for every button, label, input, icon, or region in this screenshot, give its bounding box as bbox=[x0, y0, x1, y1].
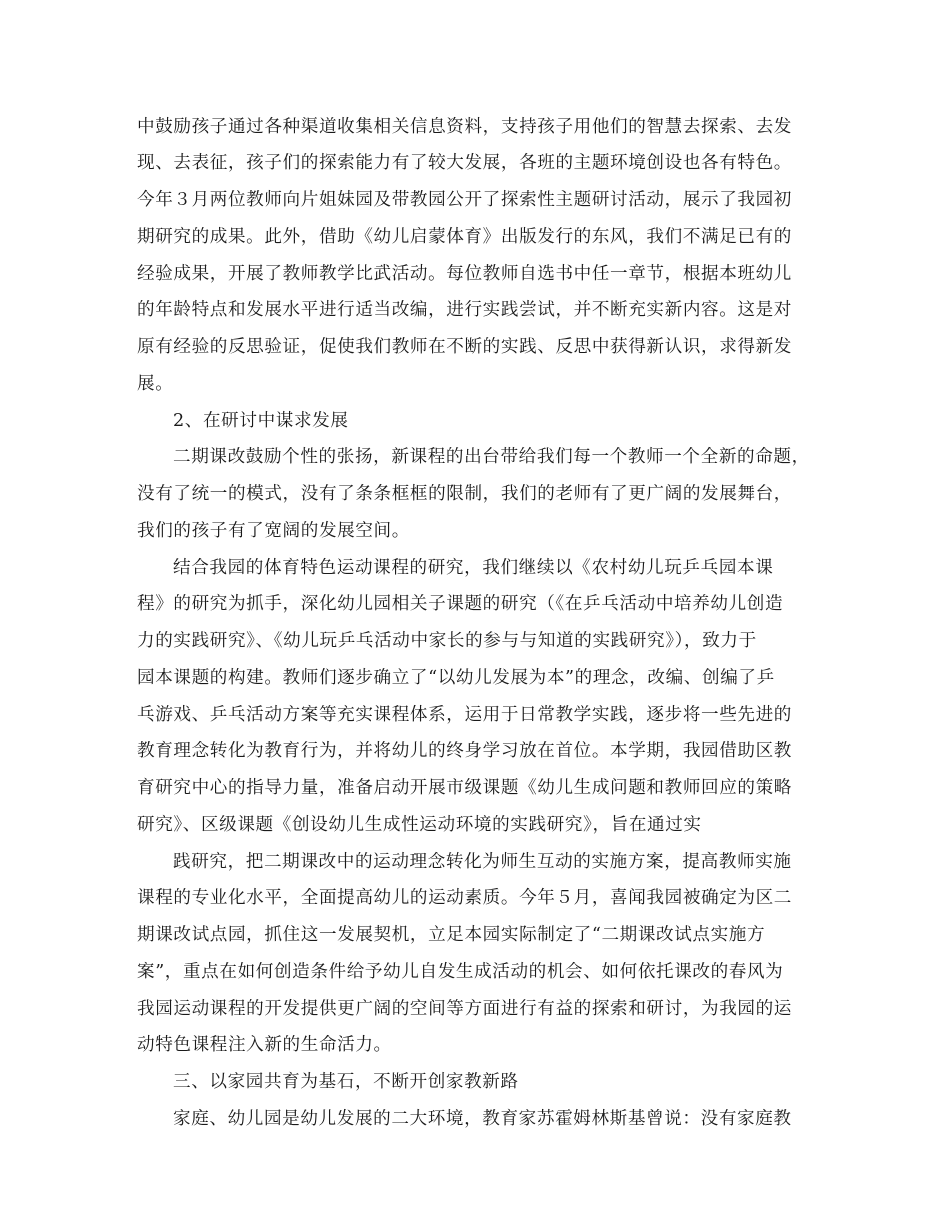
body-text-line: 家庭、幼儿园是幼儿发展的二大环境，教育家苏霍姆林斯基曾说：没有家庭教 bbox=[173, 1109, 792, 1129]
body-text-line: 期研究的成果。此外，借助《幼儿启蒙体育》出版发行的东风，我们不满足已有的 bbox=[137, 227, 792, 247]
body-text-line: 动特色课程注入新的生命活力。 bbox=[137, 1035, 392, 1055]
body-text-line: 育研究中心的指导力量，准备启动开展市级课题《幼儿生成问题和教师回应的策略 bbox=[137, 778, 792, 798]
body-text-line: 我园运动课程的开发提供更广阔的空间等方面进行有益的探索和研讨，为我园的运 bbox=[137, 999, 792, 1019]
section-heading: 2、在研讨中谋求发展 bbox=[173, 411, 349, 431]
body-text-line: 今年３月两位教师向片姐妹园及带教园公开了探索性主题研讨活动，展示了我园初 bbox=[137, 190, 792, 210]
body-text-line: 原有经验的反思验证，促使我们教师在不断的实践、反思中获得新认识，求得新发 bbox=[137, 337, 792, 357]
body-text-line: 园本课题的构建。教师们逐步确立了“以幼儿发展为本”的理念，改编、创编了乒 bbox=[137, 668, 775, 688]
body-text-line: 教育理念转化为教育行为，并将幼儿的终身学习放在首位。本学期，我园借助区教 bbox=[137, 741, 792, 761]
body-text-line: 程》的研究为抓手，深化幼儿园相关子课题的研究（《在乒乓活动中培养幼儿创造 bbox=[137, 594, 784, 614]
body-text-line: 现、去表征，孩子们的探索能力有了较大发展，各班的主题环境创设也各有特色。 bbox=[137, 153, 792, 173]
body-text-line: 乓游戏、乒乓活动方案等充实课程体系，运用于日常教学实践，逐步将一些先进的 bbox=[137, 705, 792, 725]
body-text-line: 中鼓励孩子通过各种渠道收集相关信息资料，支持孩子用他们的智慧去探索、去发 bbox=[137, 117, 792, 137]
body-text-line: 的年龄特点和发展水平进行适当改编，进行实践尝试，并不断充实新内容。这是对 bbox=[137, 300, 792, 320]
body-text-line: 展。 bbox=[137, 374, 174, 394]
body-text-line: 案”，重点在如何创造条件给予幼儿自发生成活动的机会、如何依托课改的春风为 bbox=[137, 962, 784, 982]
body-text-line: 结合我园的体育特色运动课程的研究，我们继续以《农村幼儿玩乒乓园本课 bbox=[173, 558, 774, 578]
body-text-line: 研究》、区级课题《创设幼儿生成性运动环境的实践研究》，旨在通过实 bbox=[137, 815, 702, 835]
body-text-line: 力的实践研究》、《幼儿玩乒乓活动中家长的参与与知道的实践研究》），致力于 bbox=[137, 631, 757, 651]
body-text-line: 没有了统一的模式，没有了条条框框的限制，我们的老师有了更广阔的发展舞台， bbox=[137, 484, 792, 504]
body-text-line: 经验成果，开展了教师教学比武活动。每位教师自选书中任一章节，根据本班幼儿 bbox=[137, 264, 792, 284]
body-text-line: 践研究，把二期课改中的运动理念转化为师生互动的实施方案，提高教师实施 bbox=[173, 852, 792, 872]
body-text-line: 课程的专业化水平，全面提高幼儿的运动素质。今年５月，喜闻我园被确定为区二 bbox=[137, 888, 792, 908]
body-text-line: 二期课改鼓励个性的张扬，新课程的出台带给我们每一个教师一个全新的命题， bbox=[173, 447, 810, 467]
body-text-line: 期课改试点园，抓住这一发展契机，立足本园实际制定了“二期课改试点实施方 bbox=[137, 925, 766, 945]
body-text-line: 我们的孩子有了宽阔的发展空间。 bbox=[137, 521, 410, 541]
section-heading: 三、以家园共育为基石，不断开创家教新路 bbox=[173, 1072, 519, 1092]
